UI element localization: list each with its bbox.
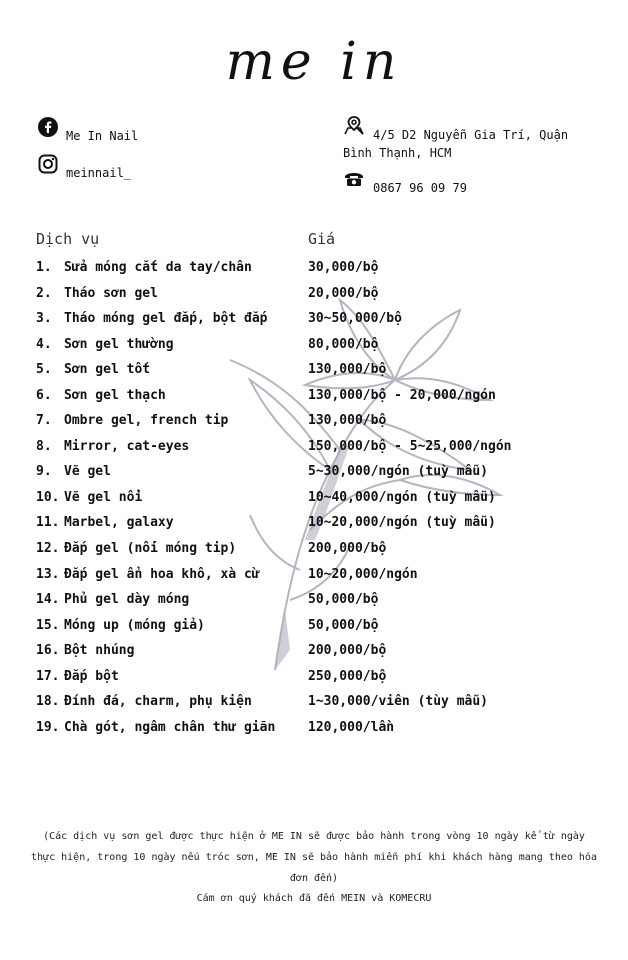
row-number: 11. — [36, 515, 60, 530]
row-number: 4. — [36, 337, 52, 352]
service-name: Sơn gel thường — [64, 337, 174, 352]
service-price: 200,000/bộ — [308, 541, 387, 556]
service-name: Tháo sơn gel — [64, 286, 158, 301]
row-number: 9. — [36, 464, 52, 479]
service-name: Móng up (móng giả) — [64, 618, 205, 633]
service-name: Tháo móng gel đắp, bột đắp — [64, 311, 268, 326]
service-name: Bột nhúng — [64, 643, 135, 658]
service-price: 10~20,000/ngón — [308, 567, 418, 582]
service-name: Sơn gel tốt — [64, 362, 151, 377]
instagram-handle: meinnail_ — [66, 166, 132, 180]
row-number: 1. — [36, 260, 52, 275]
service-name: Sửa móng cắt da tay/chân — [64, 260, 252, 275]
address-text: 4/5 D2 Nguyễn Gia Trí, Quận Bình Thạnh, HCM — [343, 128, 569, 160]
warranty-note: (Các dịch vụ sơn gel được thực hiện ở ME IN sẽ được bảo hành trong vòng 10 ngày kể từ ngày thực hiện, trong 10 ngày nếu tróc sơn, ME IN sẽ bảo hành miễn phí khi khách hàng mang theo hóa đơn đến) — [31, 831, 597, 884]
service-price: 30,000/bộ — [308, 260, 379, 275]
row-number: 16. — [36, 643, 60, 658]
service-name: Vẽ gel nổi — [64, 490, 143, 505]
service-price: 80,000/bộ — [308, 337, 379, 352]
service-name: Sơn gel thạch — [64, 388, 166, 403]
facebook-icon — [38, 117, 58, 137]
row-number: 2. — [36, 286, 52, 301]
row-number: 19. — [36, 720, 60, 735]
service-name: Đắp gel ẩn hoa khô, xà cừ — [64, 567, 260, 582]
row-number: 17. — [36, 669, 60, 684]
row-number: 7. — [36, 413, 52, 428]
row-number: 13. — [36, 567, 60, 582]
facebook-name: Me In Nail — [66, 129, 139, 143]
thank-you-text: Cám ơn quý khách đã đến MEIN và KOMECRU — [196, 893, 432, 904]
service-price: 200,000/bộ — [308, 643, 387, 658]
service-price: 250,000/bộ — [308, 669, 387, 684]
row-number: 8. — [36, 439, 52, 454]
service-name: Chà gót, ngâm chân thư giãn — [64, 720, 276, 735]
service-price: 10~20,000/ngón (tuỳ mẫu) — [308, 515, 496, 530]
telephone-icon — [344, 171, 364, 187]
row-number: 14. — [36, 592, 60, 607]
row-number: 12. — [36, 541, 60, 556]
service-price: 10~40,000/ngón (tuỳ mẫu) — [308, 490, 496, 505]
service-price: 30~50,000/bộ — [308, 311, 402, 326]
service-name: Ombre gel, french tip — [64, 413, 229, 428]
service-price: 130,000/bộ — [308, 362, 387, 377]
price-column-header: Giá — [308, 230, 336, 248]
service-price: 20,000/bộ — [308, 286, 379, 301]
service-price: 50,000/bộ — [308, 592, 379, 607]
service-price: 130,000/bộ — [308, 413, 387, 428]
service-price: 130,000/bộ - 20,000/ngón — [308, 388, 496, 403]
service-price: 5~30,000/ngón (tuỳ mẫu) — [308, 464, 489, 479]
service-name: Đắp bột — [64, 669, 119, 684]
service-column-header: Dịch vụ — [36, 230, 100, 248]
service-name: Đắp gel (nối móng tip) — [64, 541, 237, 556]
service-price: 120,000/lần — [308, 720, 395, 735]
service-name: Mirror, cat-eyes — [64, 439, 190, 454]
service-price: 1~30,000/viên (tùy mẫu) — [308, 694, 489, 709]
row-number: 15. — [36, 618, 60, 633]
service-name: Marbel, galaxy — [64, 515, 174, 530]
row-number: 5. — [36, 362, 52, 377]
service-price: 50,000/bộ — [308, 618, 379, 633]
service-name: Phủ gel dày móng — [64, 592, 190, 607]
row-number: 10. — [36, 490, 60, 505]
service-name: Vẽ gel — [64, 464, 111, 479]
instagram-icon — [38, 154, 58, 174]
row-number: 18. — [36, 694, 60, 709]
row-number: 3. — [36, 311, 52, 326]
service-price: 150,000/bộ - 5~25,000/ngón — [308, 439, 512, 454]
service-name: Đính đá, charm, phụ kiện — [64, 694, 252, 709]
brand-logo: me in — [225, 32, 403, 92]
row-number: 6. — [36, 388, 52, 403]
phone-number: 0867 96 09 79 — [373, 181, 467, 195]
